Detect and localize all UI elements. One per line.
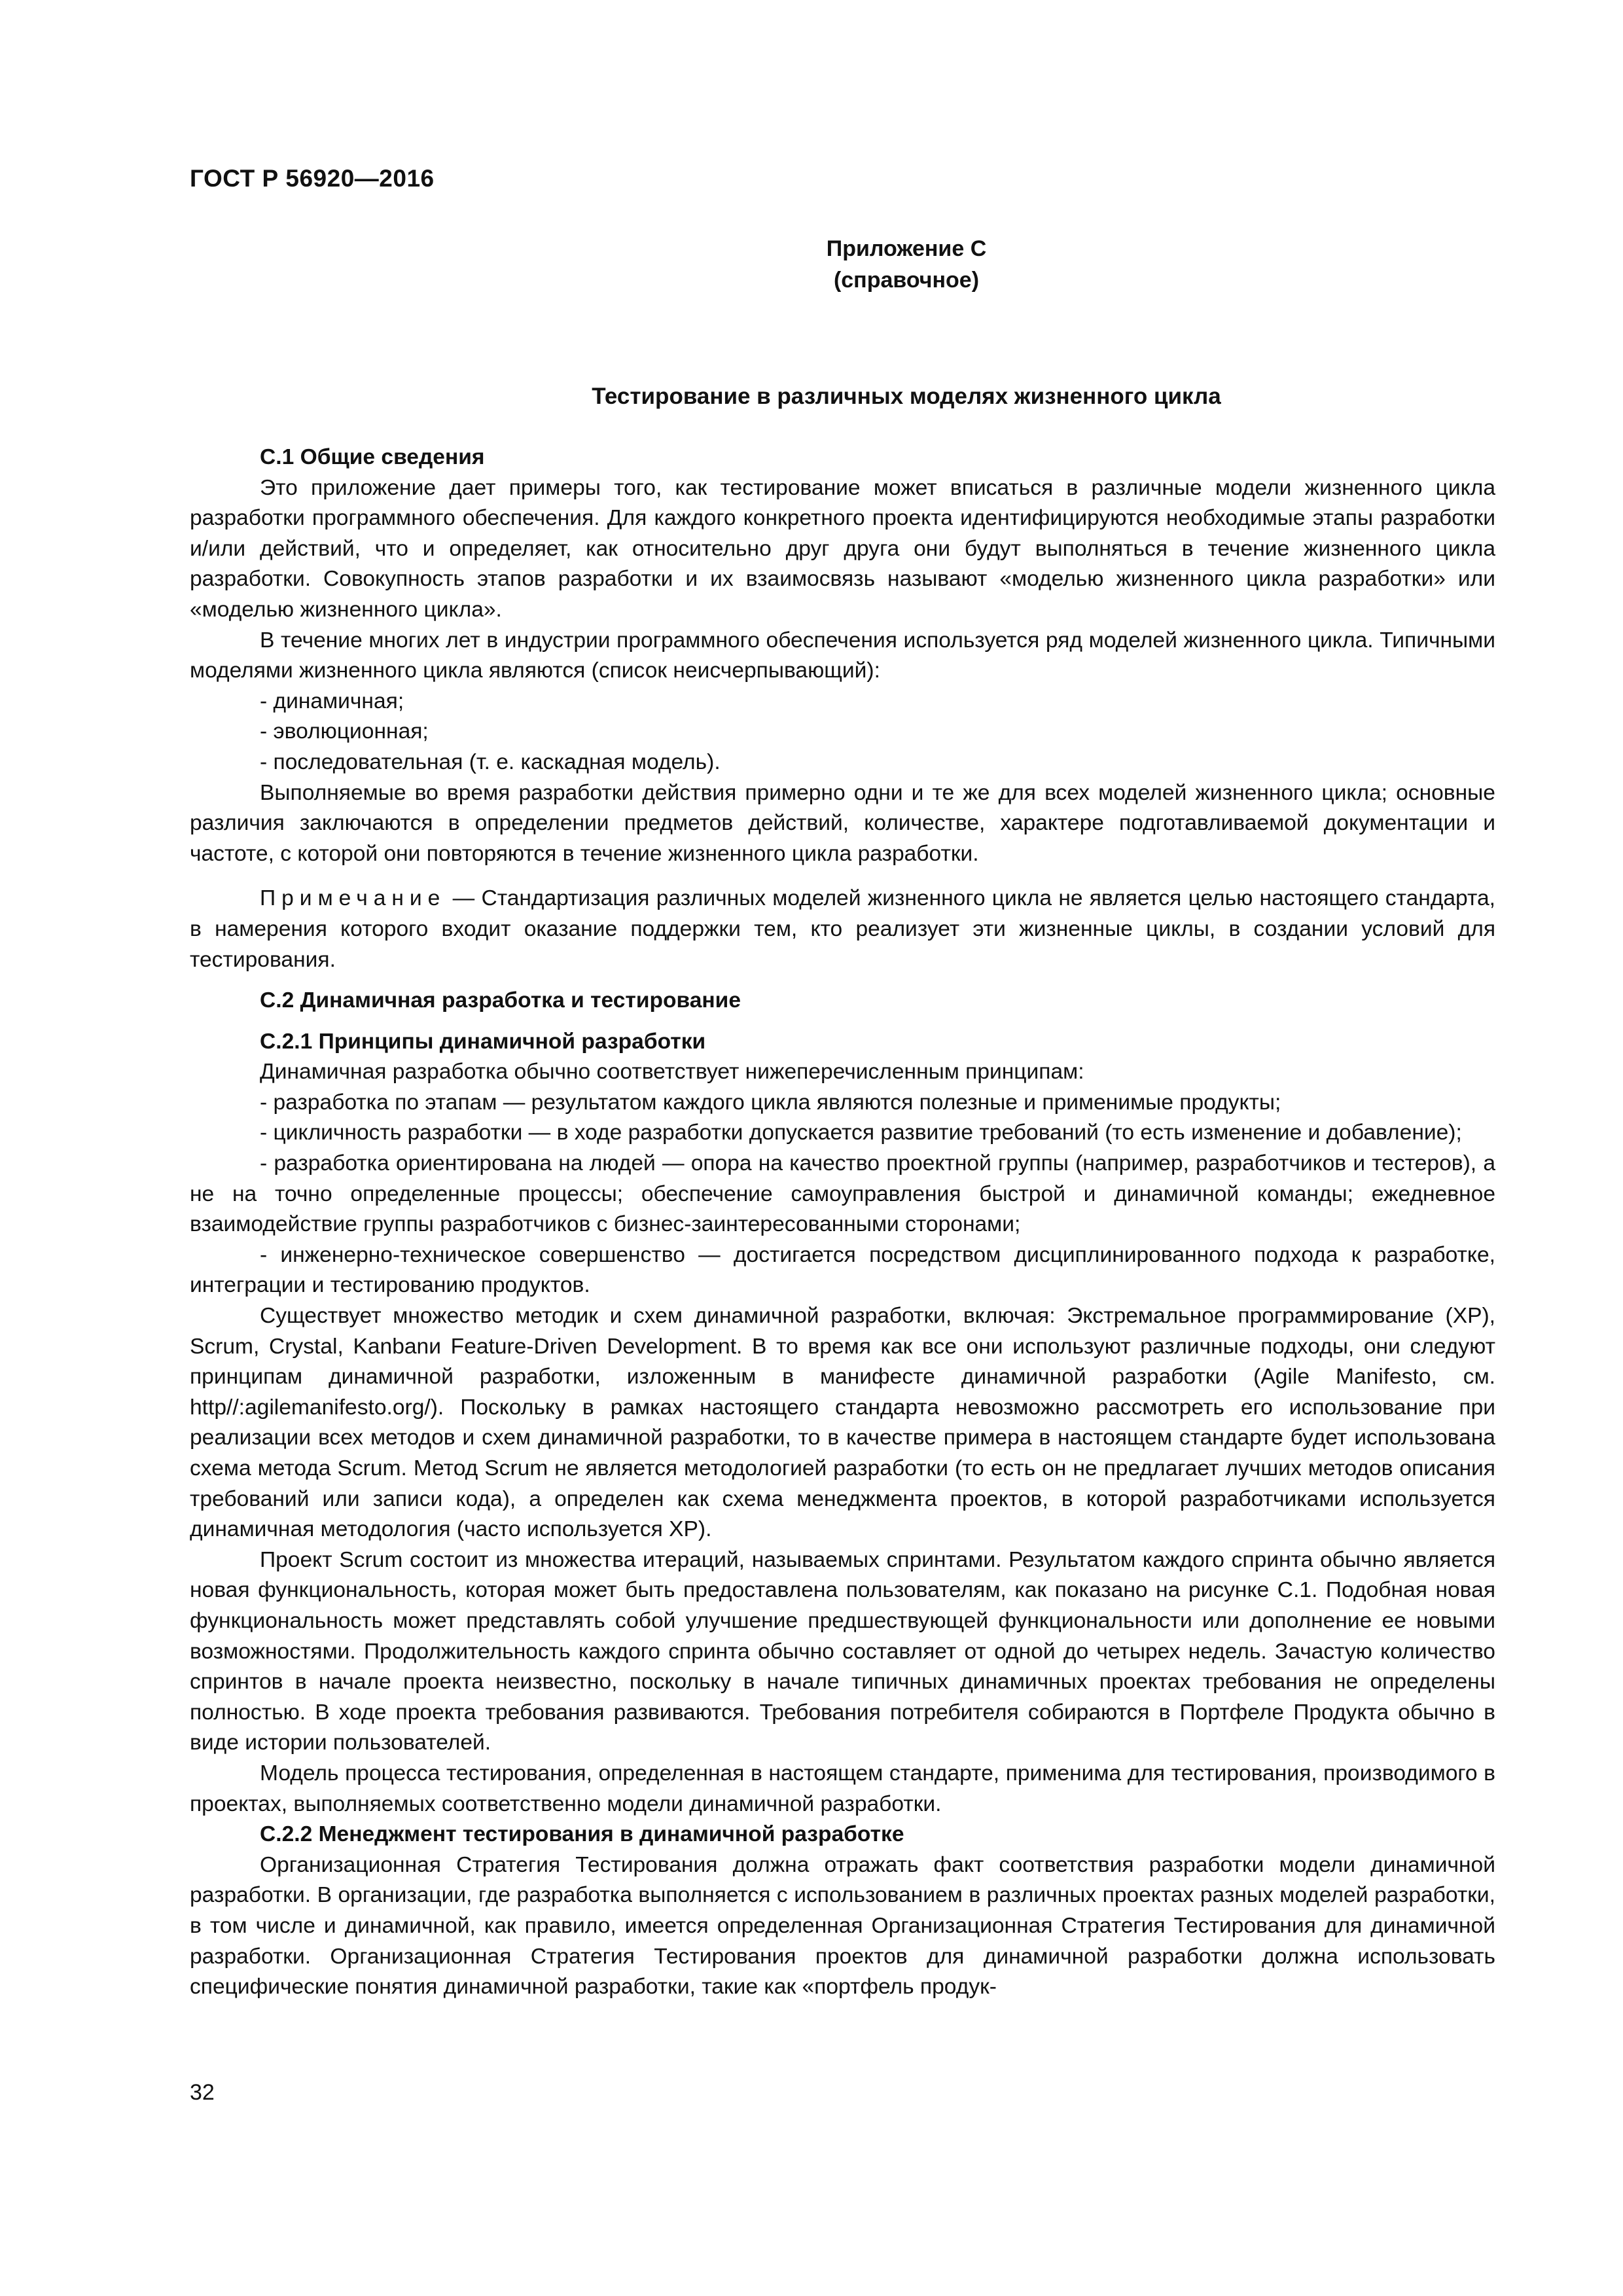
paragraph: Динамичная разработка обычно соответствует нижеперечисленным принципам: (260, 1060, 1084, 1085)
body-text (190, 442, 1495, 2003)
list-item: - цикличность разработки — в ходе разработки допускается развитие требований (то есть изменение и добавление); (260, 1121, 1462, 1145)
paragraph: Организационная Стратегия Тестирования должна отражать факт соответствия разработки модели динамичной разработки. В организации, где разработка выполняется с использованием в различных проектах разных моделей разработки, в том числе и динамичной, как правило, имеется определенная Организационная Стратегия Тестирования для динамичной разработки. Организационная Стратегия Тестирования проектов для динамичной разработки должна использовать специфические понятия динамичной разработки, такие как «портфель продук- (190, 1852, 1495, 2000)
spacer (190, 869, 1495, 884)
note-paragraph (190, 884, 1495, 975)
document-code-header: ГОСТ Р 56920—2016 (190, 165, 435, 192)
section-c22-heading: С.2.2 Менеджмент тестирования в динамичной разработке (260, 1822, 904, 1847)
list-item: - динамичная; (260, 689, 404, 713)
list-item: - инженерно-техническое совершенство — достигается посредством дисциплинированного подхода к разработке, интеграции и тестированию продуктов. (190, 1242, 1495, 1298)
paragraph: Это приложение дает примеры того, как тестирование может вписаться в различные модели жизненного цикла разработки программного обеспечения. Для каждого конкретного проекта идентифицируются необходимые этапы разработки и/или действий, что и определяет, как относительно друг друга они будут выполняться в течение жизненного цикла разработки. Совокупность этапов разработки и их взаимосвязь называют «моделью жизненного цикла разработки» или «моделью жизненного цикла». (190, 475, 1495, 622)
paragraph: Выполняемые во время разработки действия примерно одни и те же для всех моделей жизненного цикла; основные различия заключаются в определении предметов действий, количестве, характере подготавливаемой документации и частоте, с которой они повторяются в течение жизненного цикла разработки. (190, 780, 1495, 866)
document-page (190, 0, 1495, 2296)
section-c1-heading: С.1 Общие сведения (260, 445, 485, 469)
paragraph: В течение многих лет в индустрии программного обеспечения используется ряд моделей жизненного цикла. Типичными моделями жизненного цикла являются (список неисчерпывающий): (190, 628, 1495, 683)
page-number: 32 (190, 2080, 215, 2105)
annex-title: Приложение С (826, 236, 987, 261)
spacer (190, 975, 1495, 986)
spacer (190, 1016, 1495, 1027)
section-c21-heading: С.2.1 Принципы динамичной разработки (260, 1029, 706, 1054)
list-item: - последовательная (т. е. каскадная модель). (260, 749, 721, 774)
paragraph: Модель процесса тестирования, определенная в настоящем стандарте, применима для тестирования, производимого в проектах, выполняемых соответственно модели динамичной разработки. (190, 1761, 1495, 1816)
note-text: — Стандартизация различных моделей жизненного цикла не является целью настоящего стандарта, в намерения которого входит оказание поддержки тем, кто реализует эти жизненные циклы, в создании условий для тестирования. (190, 886, 1495, 972)
note-label: Примечание (260, 886, 446, 911)
paragraph: Существует множество методик и схем динамичной разработки, включая: Экстремальное программирование (XP), Scrum, Crystal, Kanbanи Feature-Driven Development. В то время как все они используют различные подходы, они следуют принципам динамичной разработки, изложенным в манифесте динамичной разработки (Agile Manifesto, см. http//:agilemanifesto.org/). Поскольку в рамках настоящего стандарта невозможно рассмотреть его использование при реализации всех методов и схем динамичной разработки, то в качестве примера в настоящем стандарте будет использована схема метода Scrum. Метод Scrum не является методологией разработки (то есть он не предлагает лучших методов описания требований или записи кода), а определен как схема менеджмента проектов, в которой разработчиками используется динамичная методология (часто используется XP). (190, 1304, 1495, 1542)
list-item: - разработка по этапам — результатом каждого цикла являются полезные и применимые продукты; (260, 1090, 1281, 1115)
list-item: - разработка ориентирована на людей — опора на качество проектной группы (например, разработчиков и тестеров), а не на точно определенные процессы; обеспечение самоуправления быстрой и динамичной команды; ежедневное взаимодействие группы разработчиков с бизнес-заинтересованными сторонами; (190, 1151, 1495, 1237)
paragraph: Проект Scrum состоит из множества итераций, называемых спринтами. Результатом каждого спринта обычно является новая функциональность, которая может быть предоставлена пользователям, как показано на рисунке С.1. Подобная новая функциональность может представлять собой улучшение предшествующей функциональности или дополнение ее новыми возможностями. Продолжительность каждого спринта обычно составляет от одной до четырех недель. Зачастую количество спринтов в начале проекта неизвестно, поскольку в начале типичных динамичных проектах требования не определены полностью. В ходе проекта требования развиваются. Требования потребителя собираются в Портфеле Продукта обычно в виде истории пользователей. (190, 1547, 1495, 1755)
annex-main-title: Тестирование в различных моделях жизненного цикла (592, 384, 1221, 409)
annex-kind: (справочное) (833, 268, 980, 293)
section-c2-heading: С.2 Динамичная разработка и тестирование (260, 988, 741, 1013)
list-item: - эволюционная; (260, 719, 429, 744)
